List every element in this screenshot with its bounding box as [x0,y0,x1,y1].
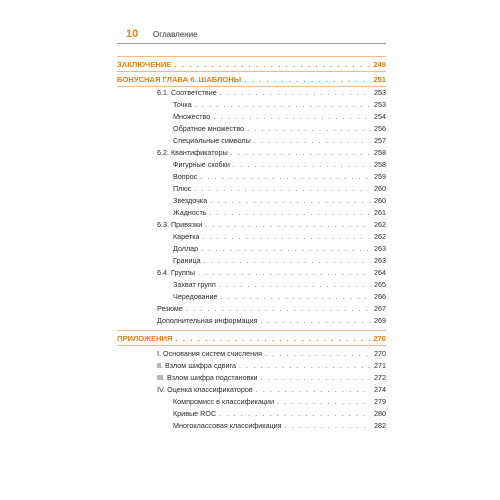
toc-entry[interactable] [157,384,386,395]
toc-section-conclusion[interactable] [117,59,386,70]
section-divider [117,345,386,346]
toc-leader [233,159,371,170]
toc-entry[interactable] [173,207,386,218]
toc-title: Дополнительная информация [157,316,258,325]
toc-title: Резюме [157,304,183,313]
section-divider [117,330,386,331]
toc-entry[interactable] [173,279,386,290]
toc-entry[interactable] [157,147,386,158]
toc-title: Кривые ROC [173,409,217,418]
toc-entry[interactable] [157,267,386,278]
toc-page: 264 [374,268,386,277]
toc-title: Плюс [173,184,192,193]
toc-leader [261,372,371,383]
toc-page: 279 [374,397,386,406]
toc-page: 269 [374,316,386,325]
toc-leader [219,279,371,290]
toc-title: Вопрос [173,172,198,181]
toc-title: Компромисс в классификации [173,397,274,406]
toc-page: 262 [374,232,386,241]
toc-leader [195,99,371,110]
toc-page: 258 [374,160,386,169]
toc-entry[interactable] [173,420,386,431]
toc-leader [244,74,370,85]
toc-title: 6.3. Привязки [157,220,203,229]
toc-leader [247,123,371,134]
toc-leader [200,171,371,182]
toc-leader [198,267,371,278]
toc-page: 251 [373,75,386,84]
toc-entry[interactable] [157,87,386,98]
toc-leader [221,291,371,302]
toc-entry[interactable] [173,171,386,182]
page-number: 10 [126,28,139,40]
toc-leader [186,303,371,314]
toc-leader [203,231,371,242]
toc-leader [220,87,371,98]
toc-page: 271 [374,361,386,370]
toc-leader [265,348,371,359]
toc-page: 258 [374,148,386,157]
section-divider [117,71,386,72]
toc-leader [277,396,371,407]
toc-page: 256 [374,124,386,133]
toc-entry[interactable] [157,360,386,371]
toc-title: Специальные символы [173,136,251,145]
toc-page: 260 [374,184,386,193]
toc-entry[interactable] [173,135,386,146]
toc-entry[interactable] [157,219,386,230]
toc-leader [231,147,371,158]
toc-page: 282 [374,421,386,430]
toc-entry[interactable] [157,348,386,359]
toc-entry[interactable] [173,159,386,170]
toc-title: II. Взлом шифра сдвига [157,361,236,370]
toc-title: Обратное множество [173,124,245,133]
toc-page: 267 [374,304,386,313]
section-divider [117,56,386,57]
toc-title: Захват групп [173,280,216,289]
toc-page: 280 [374,409,386,418]
toc-entry[interactable] [173,408,386,419]
toc-page: 272 [374,373,386,382]
toc-entry[interactable] [157,315,386,326]
toc-title: Фигурные скобки [173,160,230,169]
toc-entry[interactable] [173,291,386,302]
page-header [117,29,386,44]
toc-entry[interactable] [173,231,386,242]
toc-title: Многоклассовая классификация [173,421,282,430]
toc-page: 261 [374,208,386,217]
toc-leader [213,111,371,122]
toc-leader [210,195,371,206]
toc-entry[interactable] [173,243,386,254]
toc-leader [201,243,371,254]
toc-leader [254,135,371,146]
running-head: Оглавление [153,30,198,39]
toc-title: Точка [173,100,192,109]
toc-leader [239,360,371,371]
toc-leader [205,219,371,230]
toc-page: 253 [374,88,386,97]
toc-page: 266 [374,292,386,301]
toc-page: 274 [374,385,386,394]
toc-title: 6.4. Группы [157,268,195,277]
toc-leader [204,255,371,266]
toc-leader [285,420,371,431]
toc-page: 260 [374,196,386,205]
toc-page: 249 [373,60,386,69]
toc-entry[interactable] [173,396,386,407]
toc-entry[interactable] [157,372,386,383]
toc-leader [260,315,371,326]
toc-entry[interactable] [173,195,386,206]
toc-leader [194,183,371,194]
toc-title: I. Основания систем счисления [157,349,263,358]
toc-title: ЗАКЛЮЧЕНИЕ [117,60,172,69]
toc-page: 262 [374,220,386,229]
toc-entry[interactable] [173,99,386,110]
toc-page: 270 [374,349,386,358]
toc-section-bonus[interactable] [117,74,386,85]
toc-entry[interactable] [173,111,386,122]
toc-title: Множество [173,112,211,121]
toc-title: Чередование [173,292,218,301]
toc-leader [210,207,371,218]
toc-page: 265 [374,280,386,289]
toc-title: 6.2. Квантификаторы [157,148,228,157]
toc-leader [174,59,370,70]
toc-page: 254 [374,112,386,121]
toc-title: Каретка [173,232,200,241]
toc-page: 253 [374,100,386,109]
toc-page: 263 [374,244,386,253]
toc-title: Доллар [173,244,199,253]
toc-entry[interactable] [173,255,386,266]
toc-section-appendix[interactable] [117,333,386,344]
toc-entry[interactable] [157,303,386,314]
toc-leader [219,408,371,419]
toc-title: Звездочка [173,196,208,205]
toc-title: III. Взлом шифра подстановки [157,373,258,382]
toc-title: ПРИЛОЖЕНИЯ [117,334,173,343]
toc-entry[interactable] [173,123,386,134]
toc-title: БОНУСНАЯ ГЛАВА 6. ШАБЛОНЫ [117,75,242,84]
toc-page: 259 [374,172,386,181]
toc-page: 257 [374,136,386,145]
toc-title: Жадность [173,208,207,217]
toc-title: 6.1. Соответствие [157,88,217,97]
toc-page: 270 [373,334,386,343]
toc-title: Граница [173,256,201,265]
toc-title: IV. Оценка классификаторов [157,385,253,394]
toc-leader [175,333,370,344]
toc-page: 263 [374,256,386,265]
toc-leader [256,384,371,395]
toc-entry[interactable] [173,183,386,194]
